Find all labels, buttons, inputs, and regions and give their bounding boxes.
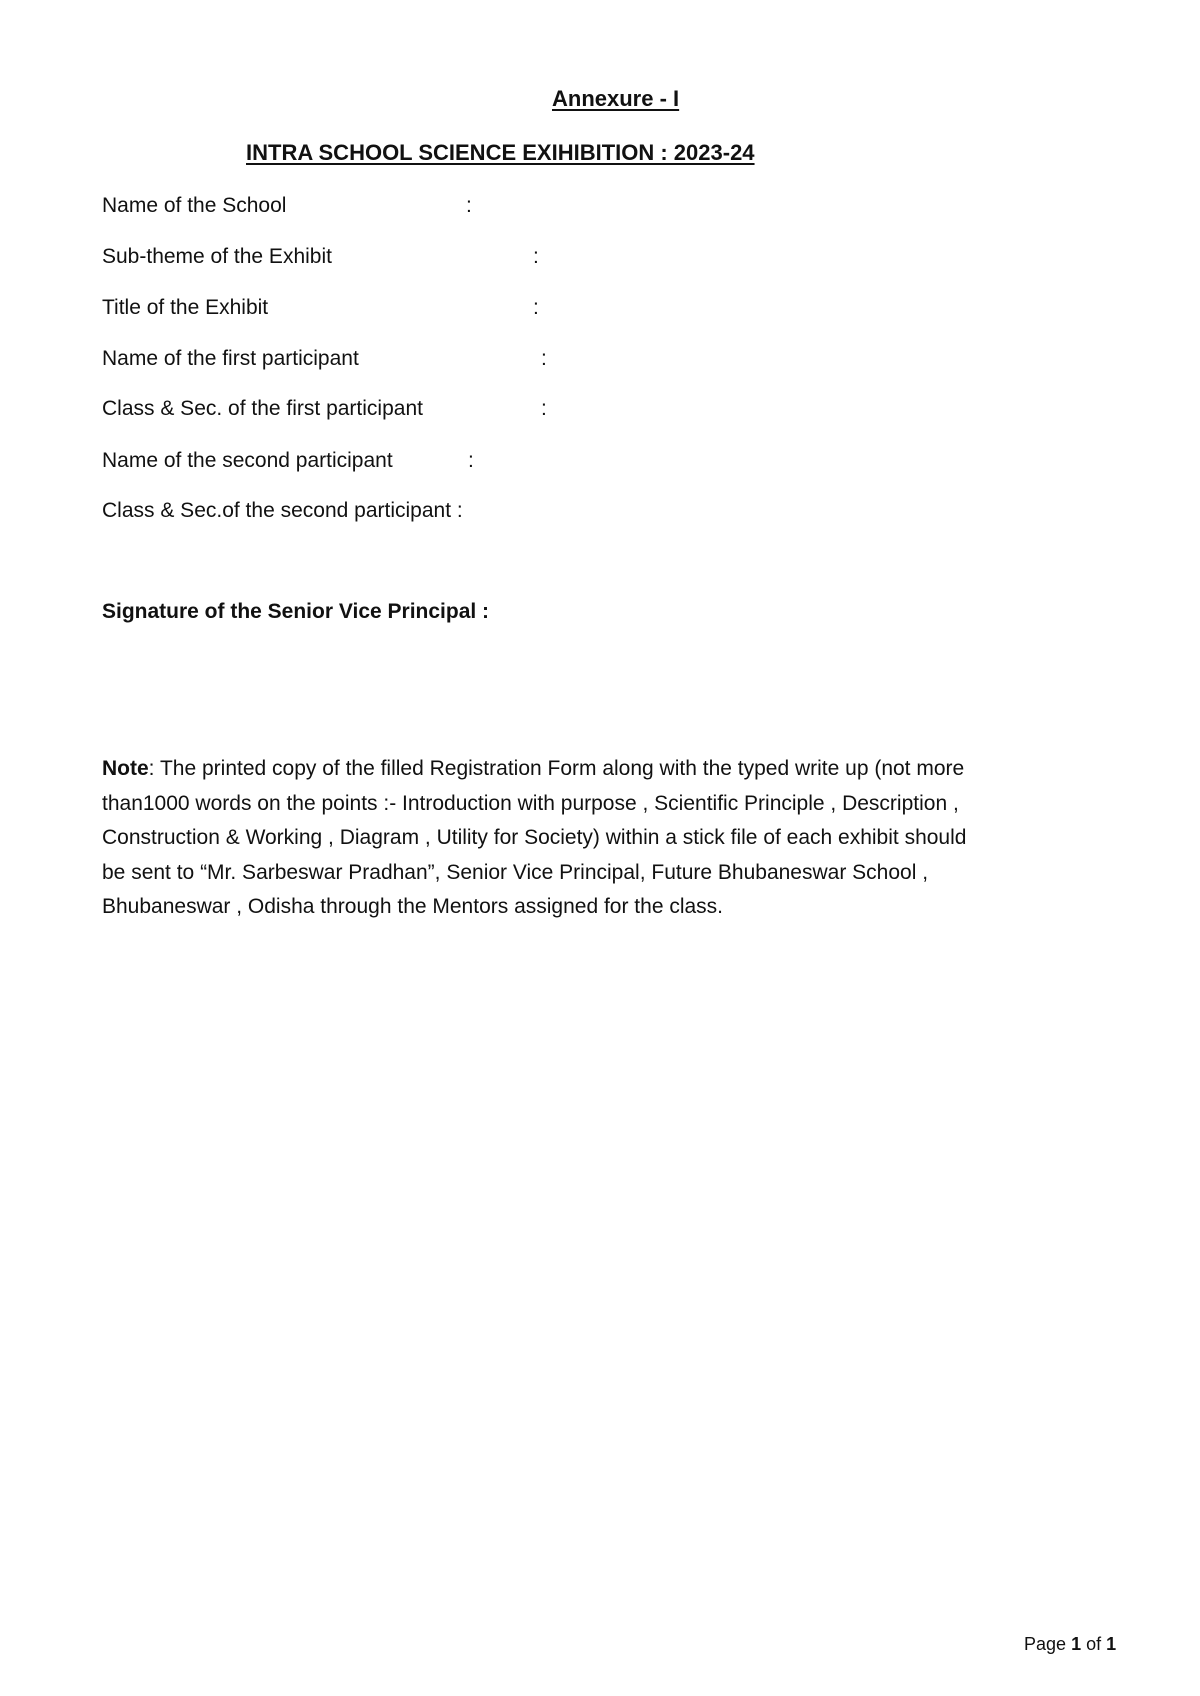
- annexure-heading: Annexure - I: [552, 86, 680, 111]
- total-pages: 1: [1106, 1634, 1117, 1654]
- field-colon: :: [541, 347, 547, 370]
- field-label: Name of the first participant: [102, 347, 359, 370]
- field-label: Name of the School: [102, 194, 287, 217]
- field-label: Class & Sec.of the second participant :: [102, 499, 463, 522]
- exhibition-title: INTRA SCHOOL SCIENCE EXIHIBITION : 2023-24: [246, 140, 755, 165]
- field-label: Class & Sec. of the first participant: [102, 397, 423, 420]
- page-footer: [1024, 1634, 1116, 1655]
- note-label: Note: [102, 757, 149, 780]
- field-label: Name of the second participant: [102, 449, 393, 472]
- field-colon: :: [533, 296, 539, 319]
- note-line: Bhubaneswar , Odisha through the Mentors assigned for the class.: [102, 895, 724, 918]
- note-line: than1000 words on the points :- Introduction with purpose , Scientific Principle , Description ,: [102, 791, 959, 815]
- field-colon: :: [533, 245, 539, 268]
- of-word: of: [1086, 1634, 1102, 1654]
- field-label: Sub-theme of the Exhibit: [102, 245, 332, 268]
- field-colon: :: [468, 449, 474, 472]
- field-label: Title of the Exhibit: [102, 296, 269, 319]
- field-colon: :: [541, 397, 547, 420]
- note-line: Construction & Working , Diagram , Utility for Society) within a stick file of each exhibit should: [102, 826, 967, 849]
- note-line: : The printed copy of the filled Registration Form along with the typed write up (not more: [148, 757, 965, 780]
- page-number: 1: [1071, 1634, 1082, 1654]
- note-paragraph: [102, 752, 1132, 925]
- field-colon: :: [466, 194, 472, 217]
- page-word: Page: [1024, 1634, 1067, 1654]
- signature-line: Signature of the Senior Vice Principal :: [102, 600, 490, 623]
- note-line: be sent to “Mr. Sarbeswar Pradhan”, Senior Vice Principal, Future Bhubaneswar School ,: [102, 860, 929, 884]
